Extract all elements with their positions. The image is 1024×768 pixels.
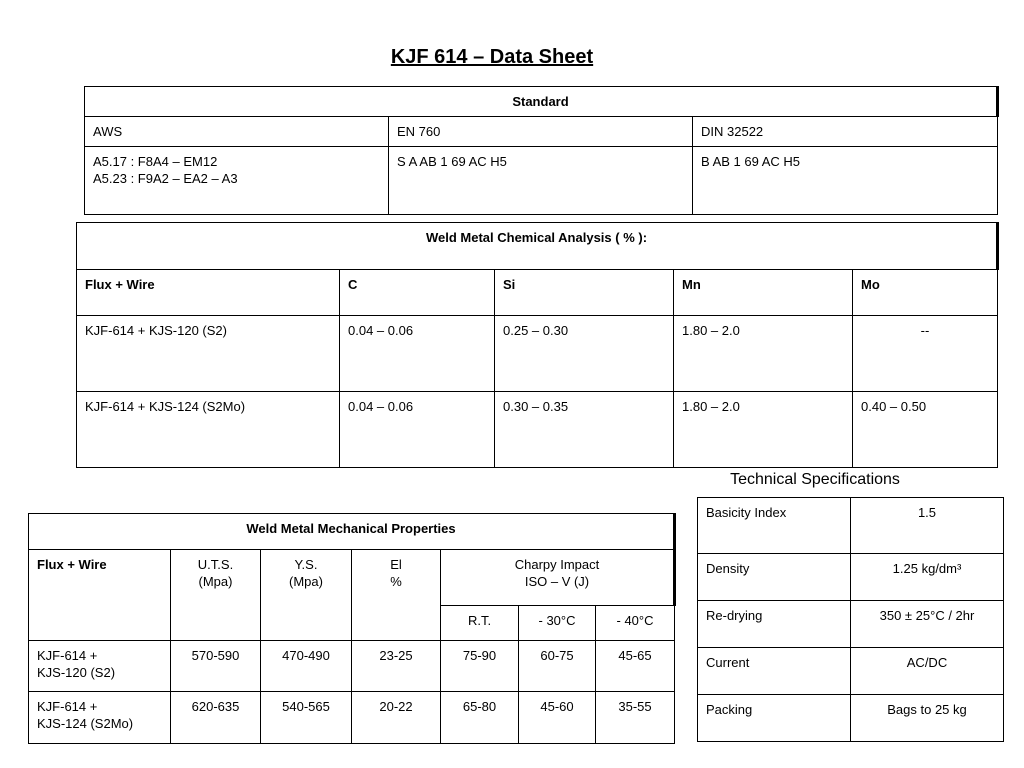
mechanical-table <box>28 513 676 744</box>
mechanical-header: Weld Metal Mechanical Properties <box>29 514 675 550</box>
chemical-cell: KJF-614 + KJS-124 (S2Mo) <box>77 392 340 468</box>
standard-din-value: B AB 1 69 AC H5 <box>693 147 998 215</box>
technical-value: 350 ± 25°C / 2hr <box>851 601 1004 648</box>
standard-table <box>84 86 999 215</box>
chemical-col-mn: Mn <box>674 270 853 316</box>
mechanical-col-charpy <box>441 550 675 606</box>
technical-value: 1.25 kg/dm³ <box>851 554 1004 601</box>
mechanical-col-ys-line: Y.S. <box>294 557 318 572</box>
chemical-cell: 0.25 – 0.30 <box>495 316 674 392</box>
chemical-header: Weld Metal Chemical Analysis ( % ): <box>77 223 998 270</box>
chemical-cell: 0.40 – 0.50 <box>853 392 998 468</box>
standard-col-en: EN 760 <box>389 117 693 147</box>
mechanical-col-el <box>352 550 441 641</box>
mechanical-col-charpy-line: Charpy Impact <box>514 557 600 572</box>
mechanical-cell: 35-55 <box>596 692 675 744</box>
mechanical-cell: 45-60 <box>519 692 596 744</box>
technical-value: 1.5 <box>851 498 1004 554</box>
mechanical-cell: 540-565 <box>261 692 352 744</box>
chemical-cell: 1.80 – 2.0 <box>674 392 853 468</box>
mechanical-flux-line: KJF-614 + <box>37 699 98 714</box>
technical-label: Re-drying <box>698 601 851 648</box>
table-row <box>698 498 1004 554</box>
mechanical-cell: 23-25 <box>352 641 441 692</box>
technical-label: Packing <box>698 695 851 742</box>
mechanical-flux-cell <box>29 692 171 744</box>
mechanical-flux-line: KJS-124 (S2Mo) <box>37 716 134 731</box>
technical-label: Current <box>698 648 851 695</box>
table-row <box>77 392 998 468</box>
table-row <box>698 695 1004 742</box>
technical-caption: Technical Specifications <box>730 471 900 488</box>
mechanical-col-ys-line: (Mpa) <box>289 574 323 589</box>
mechanical-col-uts-line: (Mpa) <box>198 574 233 589</box>
mechanical-col-m40: - 40°C <box>596 606 675 641</box>
mechanical-col-rt: R.T. <box>441 606 519 641</box>
standard-header: Standard <box>85 87 998 117</box>
mechanical-cell: 620-635 <box>171 692 261 744</box>
chemical-cell: 0.04 – 0.06 <box>340 392 495 468</box>
chemical-col-si: Si <box>495 270 674 316</box>
chemical-cell: KJF-614 + KJS-120 (S2) <box>77 316 340 392</box>
mechanical-flux-cell <box>29 641 171 692</box>
technical-value: Bags to 25 kg <box>851 695 1004 742</box>
chemical-table <box>76 222 999 468</box>
technical-table <box>697 497 1004 742</box>
mechanical-cell: 20-22 <box>352 692 441 744</box>
chemical-cell: 0.04 – 0.06 <box>340 316 495 392</box>
chemical-cell: 0.30 – 0.35 <box>495 392 674 468</box>
mechanical-col-el-line: El <box>390 557 402 572</box>
mechanical-col-uts <box>171 550 261 641</box>
standard-aws-value <box>85 147 389 215</box>
chemical-cell: 1.80 – 2.0 <box>674 316 853 392</box>
mechanical-col-m30: - 30°C <box>519 606 596 641</box>
standard-aws-line: A5.23 : F9A2 – EA2 – A3 <box>93 171 238 186</box>
mechanical-cell: 65-80 <box>441 692 519 744</box>
mechanical-cell: 470-490 <box>261 641 352 692</box>
mechanical-col-ys <box>261 550 352 641</box>
page-title: KJF 614 – Data Sheet <box>390 46 594 68</box>
mechanical-cell: 75-90 <box>441 641 519 692</box>
mechanical-cell: 45-65 <box>596 641 675 692</box>
mechanical-col-uts-line: U.T.S. <box>197 557 234 572</box>
table-row <box>77 316 998 392</box>
mechanical-flux-line: KJF-614 + <box>37 648 98 663</box>
mechanical-col-charpy-line: ISO – V (J) <box>524 574 590 589</box>
mechanical-cell: 570-590 <box>171 641 261 692</box>
standard-aws-line: A5.17 : F8A4 – EM12 <box>93 154 218 169</box>
table-row <box>29 641 675 692</box>
mechanical-flux-line: KJS-120 (S2) <box>37 665 116 680</box>
chemical-col-mo: Mo <box>853 270 998 316</box>
technical-label: Basicity Index <box>698 498 851 554</box>
chemical-cell: -- <box>853 316 998 392</box>
table-row <box>698 648 1004 695</box>
technical-value: AC/DC <box>851 648 1004 695</box>
standard-en-value: S A AB 1 69 AC H5 <box>389 147 693 215</box>
mechanical-col-el-line: % <box>390 574 402 589</box>
chemical-col-c: C <box>340 270 495 316</box>
chemical-col-flux: Flux + Wire <box>77 270 340 316</box>
table-row <box>698 554 1004 601</box>
mechanical-col-flux: Flux + Wire <box>29 550 171 641</box>
standard-col-din: DIN 32522 <box>693 117 998 147</box>
mechanical-cell: 60-75 <box>519 641 596 692</box>
table-row <box>698 601 1004 648</box>
standard-col-aws: AWS <box>85 117 389 147</box>
table-row <box>29 692 675 744</box>
technical-label: Density <box>698 554 851 601</box>
